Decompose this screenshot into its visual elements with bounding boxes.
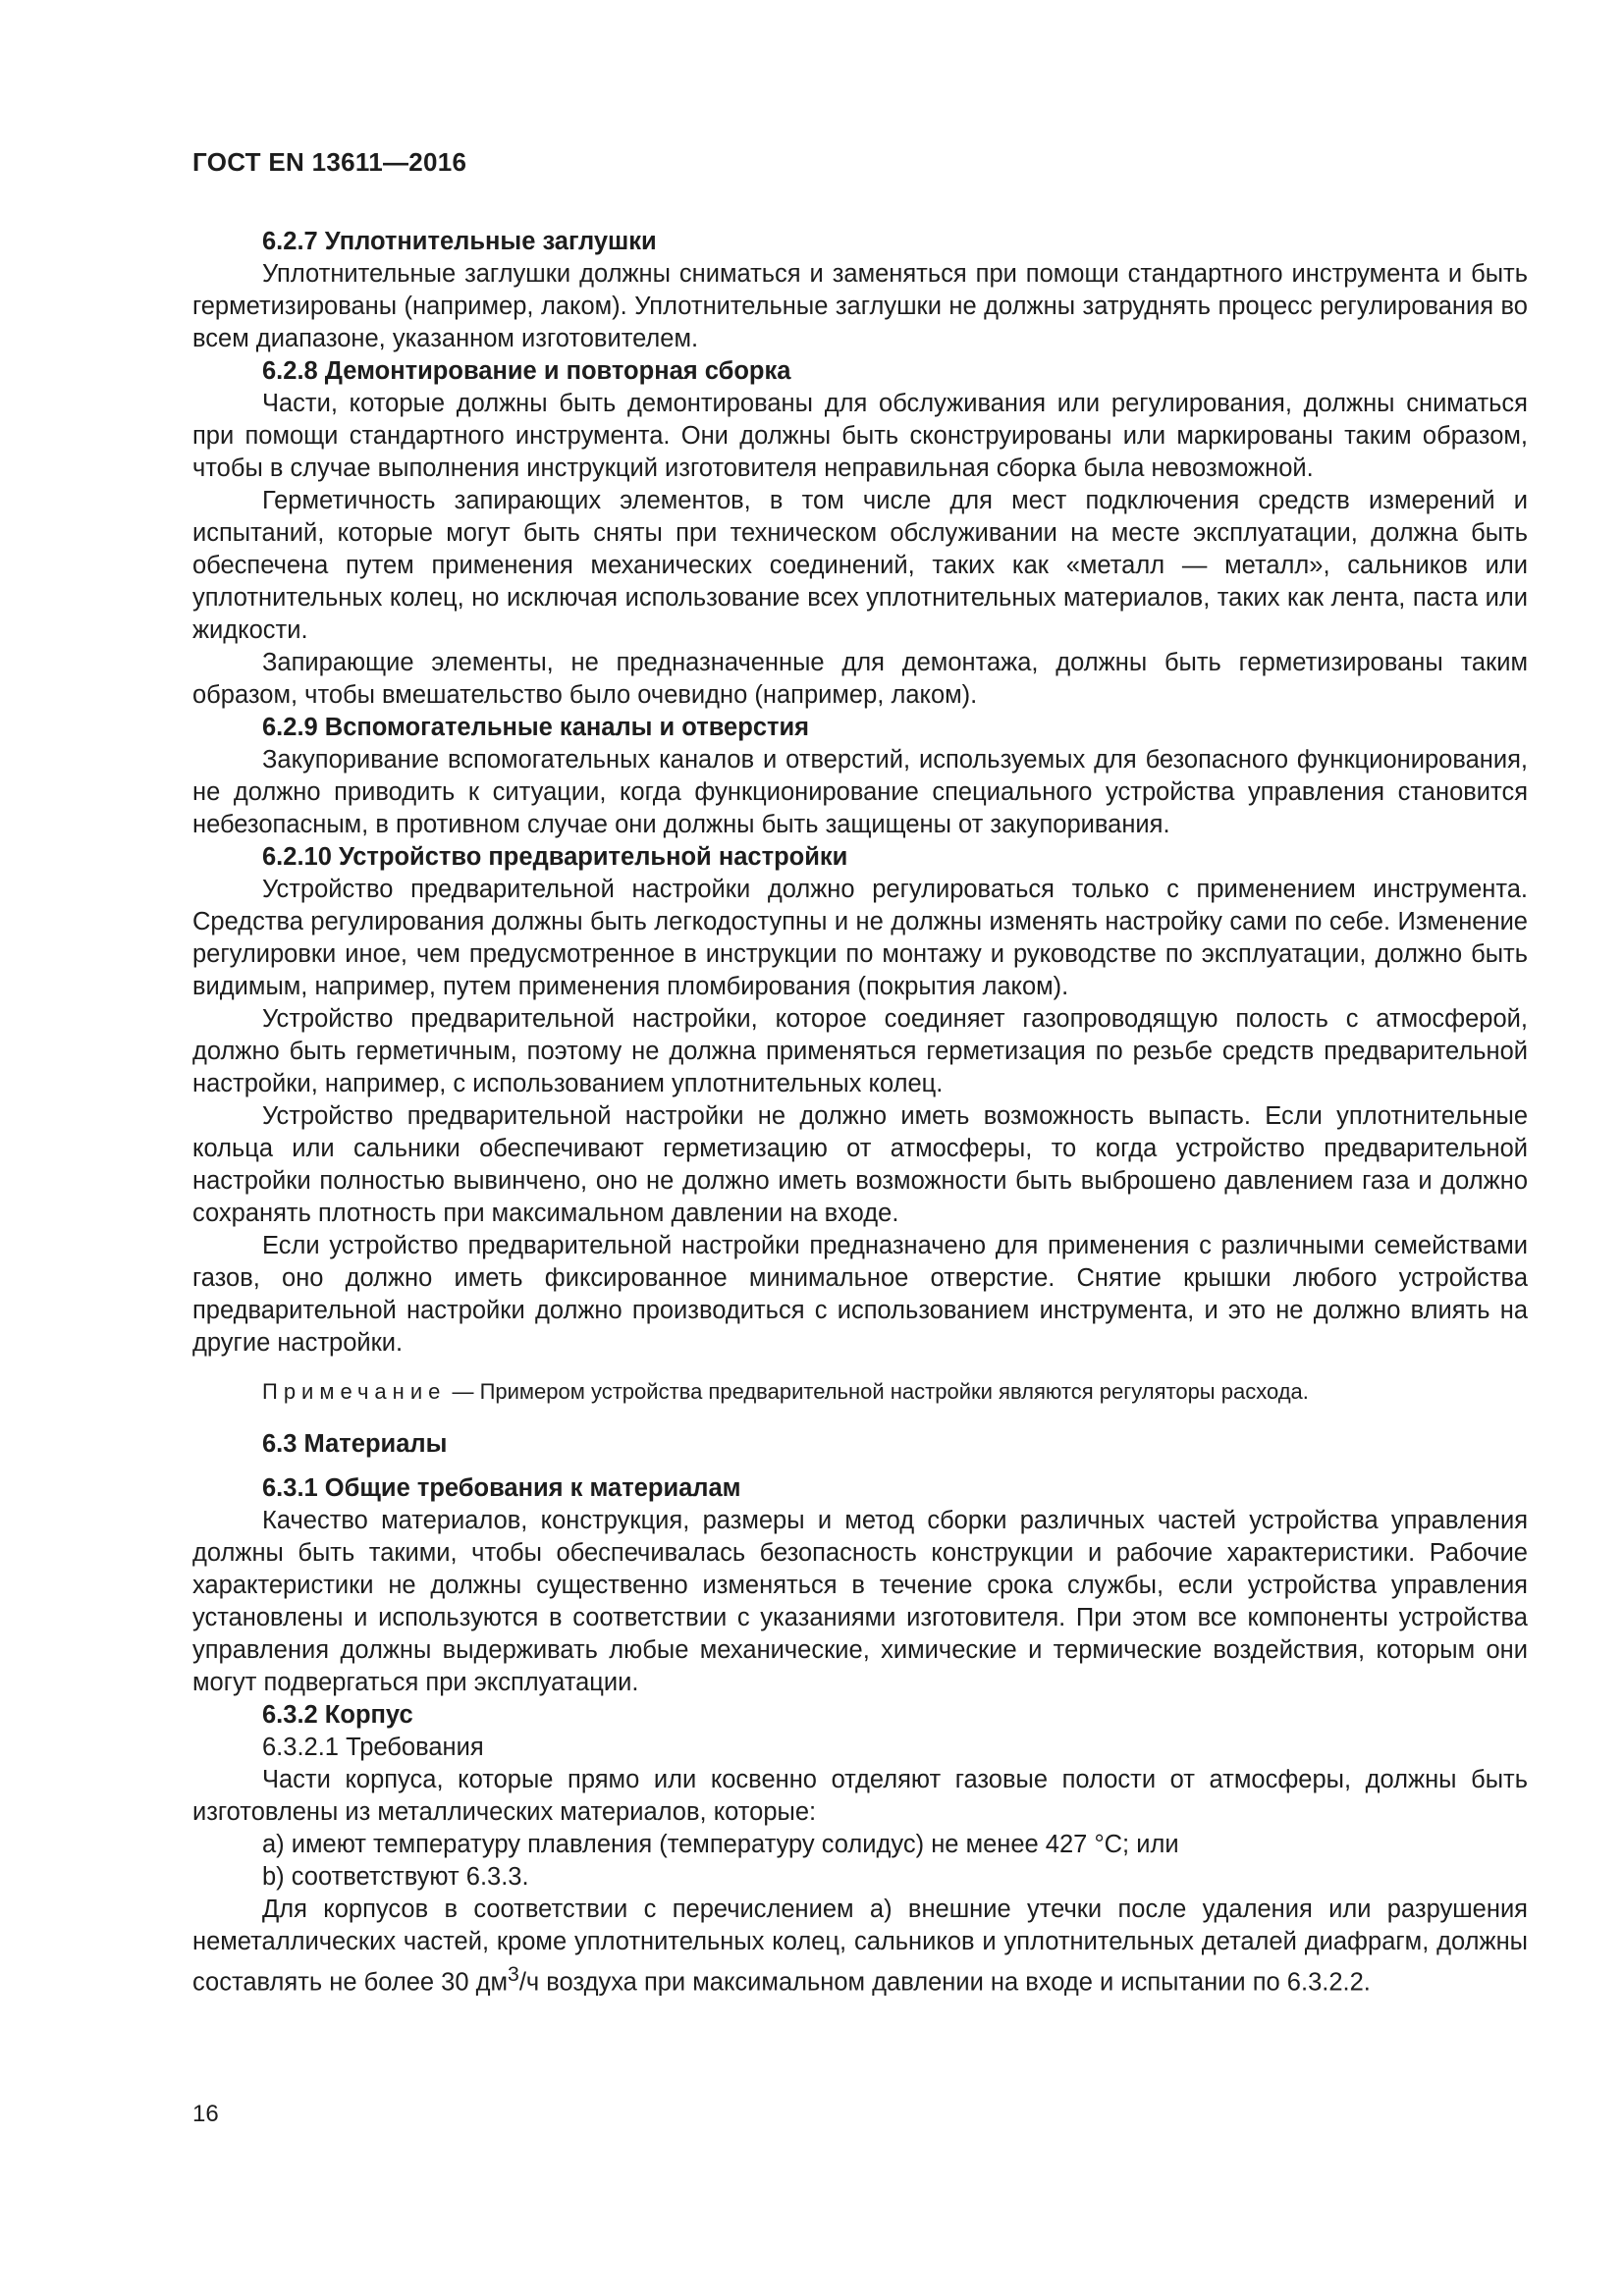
- section-6-2-8-title: 6.2.8 Демонтирование и повторная сборка: [262, 357, 791, 385]
- document-header: ГОСТ EN 13611—2016: [192, 147, 467, 177]
- paragraph: Если устройство предварительной настройки предназначено для применения с различными семействами газов, оно должно иметь фиксированное минимальное отверстие. Снятие крышки любого устройства предварительной настройки должно производиться с использованием инструмента, и это не должно влиять на другие настройки.: [192, 1232, 1528, 1357]
- page-number: 16: [192, 2101, 219, 2127]
- paragraph: Герметичность запирающих элементов, в том числе для мест подключения средств измерений и испытаний, которые могут быть сняты при техническом обслуживании на месте эксплуатации, должна быть обеспечена путем применения механических соединений, таких как «металл — металл», сальников или уплотнительных колец, но исключая использование всех уплотнительных материалов, таких как лента, паста или жидкости.: [192, 487, 1528, 644]
- paragraph: Закупоривание вспомогательных каналов и отверстий, используемых для безопасного функционирования, не должно приводить к ситуации, когда функционирование специального устройства управления становится небезопасным, в противном случае они должны быть защищены от закупоривания.: [192, 746, 1528, 838]
- section-6-2-9-title: 6.2.9 Вспомогательные каналы и отверстия: [262, 714, 810, 741]
- list-item-a: а) имеют температуру плавления (температуру солидус) не менее 427 °С; или: [262, 1831, 1179, 1858]
- paragraph: Части корпуса, которые прямо или косвенно отделяют газовые полости от атмосферы, должны быть изготовлены из металлических материалов, которые:: [192, 1766, 1528, 1826]
- paragraph: Устройство предварительной настройки должно регулироваться только с применением инструмента. Средства регулирования должны быть легкодоступны и не должны изменять настройку сами по себе. Изменение регулировки иное, чем предусмотренное в инструкции по монтажу и руководстве по эксплуатации, должно быть видимым, например, путем применения пломбирования (покрытия лаком).: [192, 876, 1528, 1000]
- superscript: 3: [508, 1962, 519, 1986]
- section-6-3-2-1-title: 6.3.2.1 Требования: [262, 1734, 484, 1761]
- note: [192, 1377, 1528, 1407]
- section-6-2-7-title: 6.2.7 Уплотнительные заглушки: [262, 228, 657, 255]
- note-label: Примечание: [262, 1379, 447, 1404]
- paragraph-text: Для корпусов в соответствии с перечислением а) внешние утечки после удаления или разрушения неметаллических частей, кроме уплотнительных колец, сальников и уплотнительных деталей диафрагм, должны составлять не более 30 дм: [192, 1896, 1528, 1997]
- section-6-3-title: 6.3 Материалы: [262, 1430, 448, 1458]
- list-item-b: b) соответствуют 6.3.3.: [262, 1863, 529, 1891]
- paragraph: Качество материалов, конструкция, размеры и метод сборки различных частей устройства управления должны быть такими, чтобы обеспечивалась безопасность конструкции и рабочие характеристики. Рабочие характеристики не должны существенно изменяться в течение срока службы, если устройства управления установлены и используются в соответствии с указаниями изготовителя. При этом все компоненты устройства управления должны выдерживать любые механические, химические и термические воздействия, которым они могут подвергаться при эксплуатации.: [192, 1507, 1528, 1696]
- paragraph: [192, 1894, 1528, 2000]
- paragraph: Уплотнительные заглушки должны сниматься и заменяться при помощи стандартного инструмента и быть герметизированы (например, лаком). Уплотнительные заглушки не должны затруднять процесс регулирования во всем диапазоне, указанном изготовителем.: [192, 260, 1528, 352]
- section-6-2-10-title: 6.2.10 Устройство предварительной настройки: [262, 843, 848, 871]
- paragraph: Запирающие элементы, не предназначенные для демонтажа, должны быть герметизированы таким образом, чтобы вмешательство было очевидно (например, лаком).: [192, 649, 1528, 709]
- paragraph: Части, которые должны быть демонтированы для обслуживания или регулирования, должны сниматься при помощи стандартного инструмента. Они должны быть сконструированы или маркированы таким образом, чтобы в случае выполнения инструкций изготовителя неправильная сборка была невозможной.: [192, 390, 1528, 482]
- paragraph: Устройство предварительной настройки, которое соединяет газопроводящую полость с атмосферой, должно быть герметичным, поэтому не должна применяться герметизация по резьбе средств предварительной настройки, например, с использованием уплотнительных колец.: [192, 1005, 1528, 1097]
- document-body: [192, 226, 1528, 2000]
- section-6-3-2-title: 6.3.2 Корпус: [262, 1701, 413, 1729]
- paragraph: Устройство предварительной настройки не должно иметь возможность выпасть. Если уплотнительные кольца или сальники обеспечивают герметизацию от атмосферы, то когда устройство предварительной настройки полностью вывинчено, оно не должно иметь возможности быть выброшено давлением газа и должно сохранять плотность при максимальном давлении на входе.: [192, 1102, 1528, 1227]
- section-6-3-1-title: 6.3.1 Общие требования к материалам: [262, 1474, 741, 1502]
- note-text: — Примером устройства предварительной настройки являются регуляторы расхода.: [446, 1379, 1309, 1404]
- paragraph-text: /ч воздуха при максимальном давлении на входе и испытании по 6.3.2.2.: [518, 1968, 1371, 1997]
